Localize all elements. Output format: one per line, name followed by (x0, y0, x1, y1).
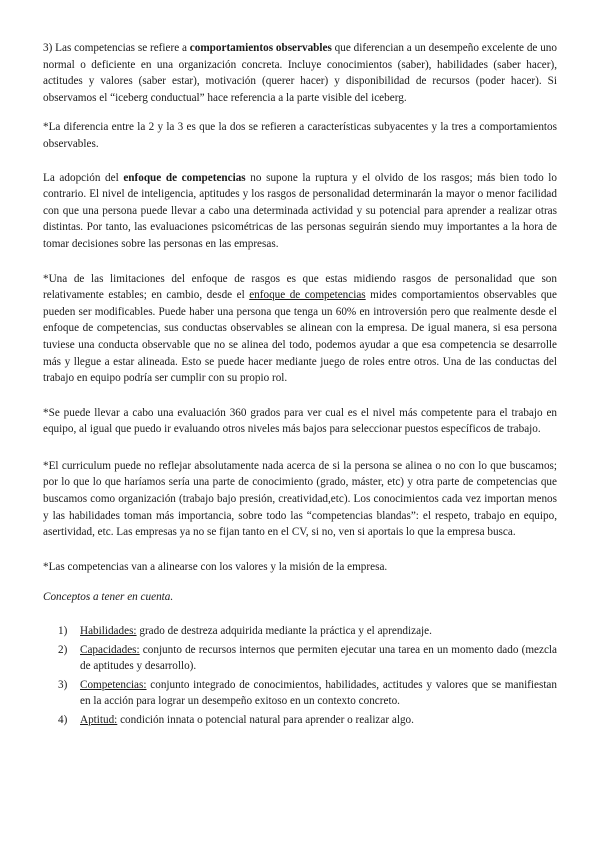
list-term: Habilidades: (80, 625, 137, 638)
concepts-list (43, 623, 557, 729)
bold-term: enfoque de competencias (123, 171, 246, 184)
paragraph-competencias-observables (43, 40, 557, 106)
list-item (43, 677, 557, 710)
paragraph-limitaciones-rasgos (43, 271, 557, 387)
bold-term: comportamientos observables (189, 42, 332, 54)
list-text: conjunto integrado de conocimientos, habilidades, actitudes y valores que se manifiestan en la acción para lograr un desempeño exitoso en un contexto concreto. (80, 678, 557, 708)
text-run: que diferencian a un desempeño excelente de uno normal o deficiente en una organización concreta. Incluye conocimientos (saber), habilidades (saber hacer), actitudes y valores (saber estar), motivación (querer hacer) y disponibilidad de recursos (poder hacer). Si observamos el “iceberg conductual” hace referencia a la parte visible del iceberg. (43, 42, 557, 104)
text-run: La adopción del (43, 171, 124, 184)
paragraph-valores-mision: *Las competencias van a alinearse con los valores y la misión de la empresa. (43, 560, 388, 573)
concepts-heading: Conceptos a tener en cuenta. (43, 591, 174, 604)
list-text: grado de destreza adquirida mediante la práctica y el aprendizaje. (136, 625, 432, 638)
list-text: conjunto de recursos internos que permiten ejecutar una tarea en un momento dado (mezcla de aptitudes y desarrollo). (80, 643, 557, 673)
paragraph-curriculum: *El curriculum puede no reflejar absolutamente nada acerca de si la persona se alinea o no con lo que buscamos; por lo que lo que haríamos sería una parte de conocimiento (grado, máster, etc) y otra parte de competencias que buscamos como organización (trabajo bajo presión, creatividad,etc). Los conocimientos cada vez importan menos y las habilidades toman más importancia, sobre todo las “competencias blandas”: el respeto, trabajo en equipo, asertividad, etc. Las empresas ya no se fijan tanto en el CV, si no, ven si aportais lo que la empresa busca. (43, 459, 557, 539)
list-term: Aptitud: (80, 714, 118, 726)
list-text: condición innata o potencial natural para aprender o realizar algo. (117, 714, 414, 726)
list-number: 3) (58, 678, 68, 691)
list-number: 4) (58, 714, 68, 726)
list-item (43, 623, 557, 640)
paragraph-evaluacion-360: *Se puede llevar a cabo una evaluación 360 grados para ver cual es el nivel más competente para el trabajo en equipo, al igual que puedo ir evaluando otros niveles más bajos para seleccionar puestos específicos de trabajo. (43, 406, 557, 436)
paragraph-diferencia: *La diferencia entre la 2 y la 3 es que la dos se refieren a características subyacentes y la tres a comportamientos observables. (43, 121, 557, 150)
list-item (43, 712, 557, 729)
list-term: Capacidades: (80, 643, 140, 656)
text-run: 3) Las competencias se refiere a (43, 42, 190, 54)
list-number: 2) (58, 643, 68, 656)
list-number: 1) (58, 625, 68, 638)
text-run: no supone la ruptura y el olvido de los rasgos; más bien todo lo contrario. El nivel de inteligencia, aptitudes y los rasgos de personalidad determinarán la mayor o menor facilidad con que una persona puede llevar a cabo una determinada actividad y su potencial para aprender a realizar otras distintas. Por tanto, las evaluaciones psicométricas de las personas seguirán siendo muy importantes a la hora de tomar decisiones sobre las personas en las empresas. (43, 171, 557, 250)
paragraph-adopcion-enfoque (43, 170, 557, 253)
text-run: mides comportamientos observables que pueden ser modificables. Puede haber una persona que tenga un 60% en introversión pero que realmente desde el enfoque de competencias, sus conductas observables se alinean con la empresa. De igual manera, si esa persona tuviese una conducta observable que no se alinea del todo, podemos ayudar a que esa competencia se desarrolle más y llegue a estar alineada. Esto se puede hacer mediante juego de roles entre otros. Una de las conductas del trabajo en equipo podría ser cumplir con su propio rol. (43, 289, 557, 385)
list-item (43, 642, 557, 675)
list-term: Competencias: (80, 678, 147, 691)
underlined-term: enfoque de competencias (249, 289, 366, 302)
text-run: *Una de las limitaciones del enfoque de rasgos es que estas midiendo rasgos de personalidad que son relativamente estables; en cambio, desde el (43, 272, 557, 302)
